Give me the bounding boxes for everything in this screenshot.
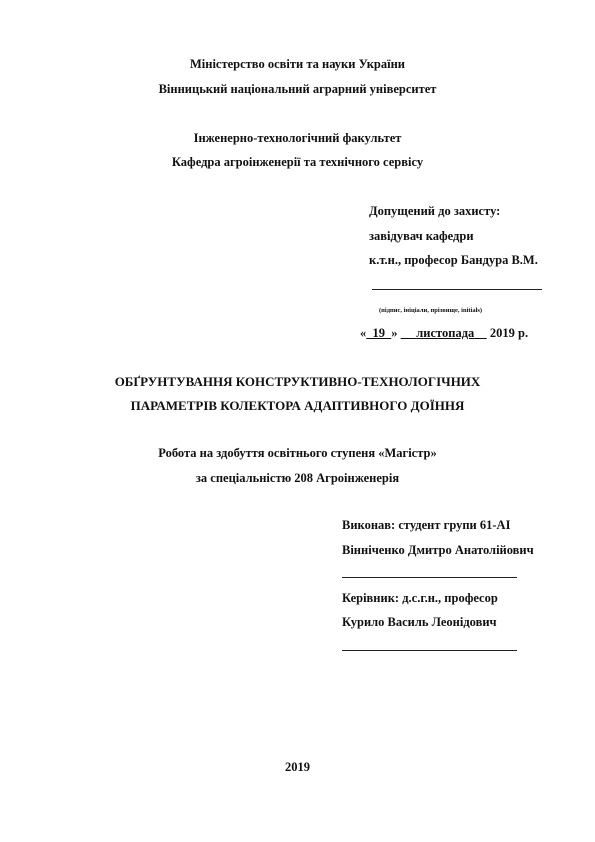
date-month: листопада xyxy=(416,326,475,340)
signature-caption: (підпис, ініціали, прізвище, initials) xyxy=(379,307,483,314)
supervisor-signature-line xyxy=(342,650,517,651)
date-day: 19 xyxy=(372,326,385,340)
approval-date xyxy=(360,326,528,341)
thesis-title-line1: ОБҐРУНТУВАННЯ КОНСТРУКТИВНО-ТЕХНОЛОГІЧНИХ xyxy=(114,374,481,389)
university-name: Вінницький національний аграрний університет xyxy=(158,82,437,96)
date-close-quote: » xyxy=(391,326,398,340)
faculty-name: Інженерно-технологічний факультет xyxy=(193,131,402,145)
ministry-name: Міністерство освіти та науки України xyxy=(189,57,406,71)
author-signature-line xyxy=(342,577,517,578)
degree-line: Робота на здобуття освітнього ступеня «Магістр» xyxy=(158,446,437,460)
approval-admitted: Допущений до захисту: xyxy=(369,204,501,218)
thesis-title-line2: ПАРАМЕТРІВ КОЛЕКТОРА АДАПТИВНОГО ДОЇННЯ xyxy=(130,398,465,413)
author-name: Вінніченко Дмитро Анатолійович xyxy=(342,543,534,557)
date-open-quote: « xyxy=(360,326,367,340)
approval-head-title: завідувач кафедри xyxy=(369,229,474,243)
specialty-line: за спеціальністю 208 Агроінженерія xyxy=(195,471,400,485)
footer-year: 2019 xyxy=(285,760,310,774)
date-year: 2019 р. xyxy=(489,326,529,340)
supervisor-name: Курило Василь Леонідович xyxy=(342,615,497,629)
signature-line xyxy=(372,289,542,290)
supervisor-label: Керівник: д.с.г.н., професор xyxy=(342,591,498,605)
approval-head-name: к.т.н., професор Бандура В.М. xyxy=(369,253,538,267)
author-performed-by: Виконав: студент групи 61-АІ xyxy=(342,518,511,532)
department-name: Кафедра агроінженерії та технічного сервісу xyxy=(171,155,424,169)
